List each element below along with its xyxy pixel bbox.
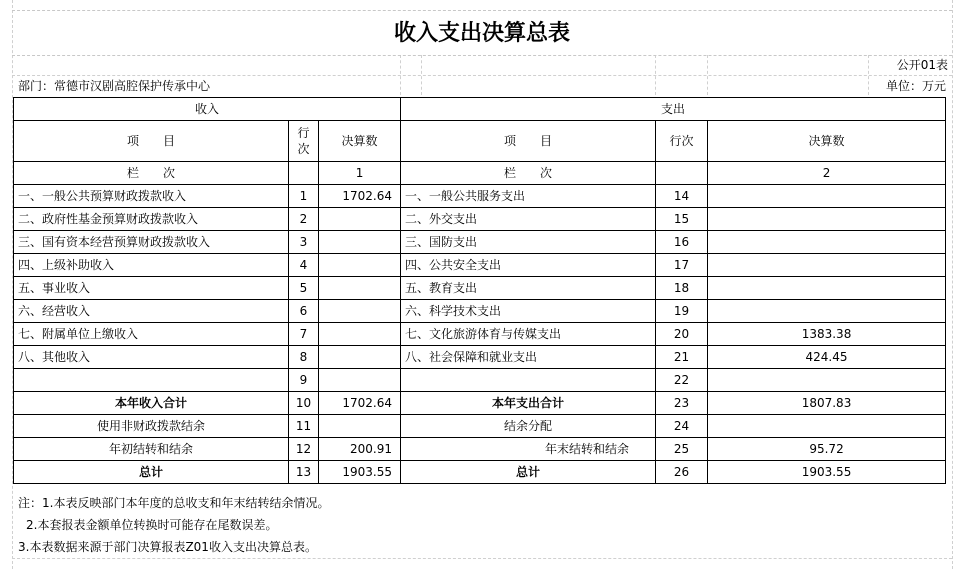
expense-row-no: 26 [656,461,708,484]
income-amount [319,415,401,438]
expense-row-no: 25 [656,438,708,461]
empty-cell [289,162,319,185]
income-row-no: 8 [289,346,319,369]
expense-column-index: 2 [708,162,946,185]
report-title: 收入支出决算总表 [12,10,952,56]
expense-row-no: 20 [656,323,708,346]
expense-amount: 1807.83 [708,392,946,415]
income-amount [319,208,401,231]
expense-grand-total-label: 总计 [401,461,656,484]
table-row [14,208,946,231]
income-amount [319,231,401,254]
income-row-no: 1 [289,185,319,208]
expense-item: 一、一般公共服务支出 [401,185,656,208]
table-number: 公开01表 [896,58,948,72]
income-item: 使用非财政拨款结余 [14,415,289,438]
income-item: 三、国有资本经营预算财政拨款收入 [14,231,289,254]
footnote: 3.本表数据来源于部门决算报表Z01收入支出决算总表。 [18,540,317,554]
income-total-label: 本年收入合计 [14,392,289,415]
expense-amount [708,415,946,438]
grid-line [952,0,953,569]
grid-line [12,75,952,76]
income-item-header: 项 目 [14,121,289,162]
expense-amount [708,369,946,392]
footnote: 2.本套报表金额单位转换时可能存在尾数误差。 [26,518,278,532]
income-row-no: 13 [289,461,319,484]
expense-row-no: 22 [656,369,708,392]
income-amount [319,300,401,323]
unit-label: 单位：万元 [885,79,946,93]
expense-amount [708,300,946,323]
empty-cell [656,162,708,185]
expense-row-no: 18 [656,277,708,300]
income-row-no: 9 [289,369,319,392]
expense-amount: 424.45 [708,346,946,369]
income-column-label: 栏 次 [14,162,289,185]
expense-total-label: 本年支出合计 [401,392,656,415]
footnotes [18,492,329,558]
table-row [14,369,946,392]
income-item: 一、一般公共预算财政拨款收入 [14,185,289,208]
expense-amount [708,277,946,300]
income-row-no: 6 [289,300,319,323]
total-row [14,392,946,415]
income-item: 五、事业收入 [14,277,289,300]
income-row-no: 7 [289,323,319,346]
expense-row-no: 16 [656,231,708,254]
grid-line [12,558,952,559]
income-row-no: 2 [289,208,319,231]
expense-section-header: 支出 [401,98,946,121]
expense-amount [708,254,946,277]
expense-item: 二、外交支出 [401,208,656,231]
income-row-no: 5 [289,277,319,300]
expense-amount: 1903.55 [708,461,946,484]
expense-item: 结余分配 [401,415,656,438]
expense-amount [708,231,946,254]
expense-row-no: 19 [656,300,708,323]
income-amount: 1702.64 [319,392,401,415]
grand-total-row [14,461,946,484]
income-section-header: 收入 [14,98,401,121]
income-row-no-header: 行次 [289,121,319,162]
grid-line [868,55,869,95]
expense-row-no: 17 [656,254,708,277]
income-row-no: 11 [289,415,319,438]
grid-line [707,55,708,95]
income-row-no: 12 [289,438,319,461]
department-label: 部门：常德市汉剧高腔保护传承中心 [18,79,211,93]
grid-line [655,55,656,95]
income-amount-header: 决算数 [319,121,401,162]
income-row-no: 3 [289,231,319,254]
income-item: 七、附属单位上缴收入 [14,323,289,346]
expense-row-no: 24 [656,415,708,438]
income-amount [319,254,401,277]
income-item: 八、其他收入 [14,346,289,369]
expense-row-no: 23 [656,392,708,415]
expense-item: 年末结转和结余 [401,438,656,461]
expense-row-no: 15 [656,208,708,231]
income-amount: 1903.55 [319,461,401,484]
income-row-no: 4 [289,254,319,277]
income-grand-total-label: 总计 [14,461,289,484]
income-amount: 1702.64 [319,185,401,208]
expense-row-no-header: 行次 [656,121,708,162]
income-expense-table [13,97,946,484]
income-amount [319,323,401,346]
income-column-index: 1 [319,162,401,185]
income-item: 四、上级补助收入 [14,254,289,277]
expense-amount [708,208,946,231]
expense-column-label: 栏 次 [401,162,656,185]
table-row [14,346,946,369]
expense-amount [708,185,946,208]
expense-item: 八、社会保障和就业支出 [401,346,656,369]
grid-line [421,55,422,95]
table-row [14,277,946,300]
grid-line [400,55,401,95]
table-row [14,254,946,277]
income-item: 二、政府性基金预算财政拨款收入 [14,208,289,231]
income-amount [319,369,401,392]
expense-item: 四、公共安全支出 [401,254,656,277]
table-row [14,415,946,438]
expense-item-header: 项 目 [401,121,656,162]
table-row [14,438,946,461]
income-item: 年初结转和结余 [14,438,289,461]
income-amount: 200.91 [319,438,401,461]
expense-item: 五、教育支出 [401,277,656,300]
table-row [14,323,946,346]
expense-amount: 95.72 [708,438,946,461]
expense-amount-header: 决算数 [708,121,946,162]
table-row [14,185,946,208]
expense-item: 六、科学技术支出 [401,300,656,323]
expense-item: 七、文化旅游体育与传媒支出 [401,323,656,346]
income-amount [319,277,401,300]
footnote: 注：1.本表反映部门本年度的总收支和年末结转结余情况。 [18,496,330,510]
expense-row-no: 21 [656,346,708,369]
table-row [14,231,946,254]
expense-item [401,369,656,392]
expense-row-no: 14 [656,185,708,208]
income-item: 六、经营收入 [14,300,289,323]
income-row-no: 10 [289,392,319,415]
income-amount [319,346,401,369]
expense-amount: 1383.38 [708,323,946,346]
expense-item: 三、国防支出 [401,231,656,254]
table-row [14,300,946,323]
income-item [14,369,289,392]
